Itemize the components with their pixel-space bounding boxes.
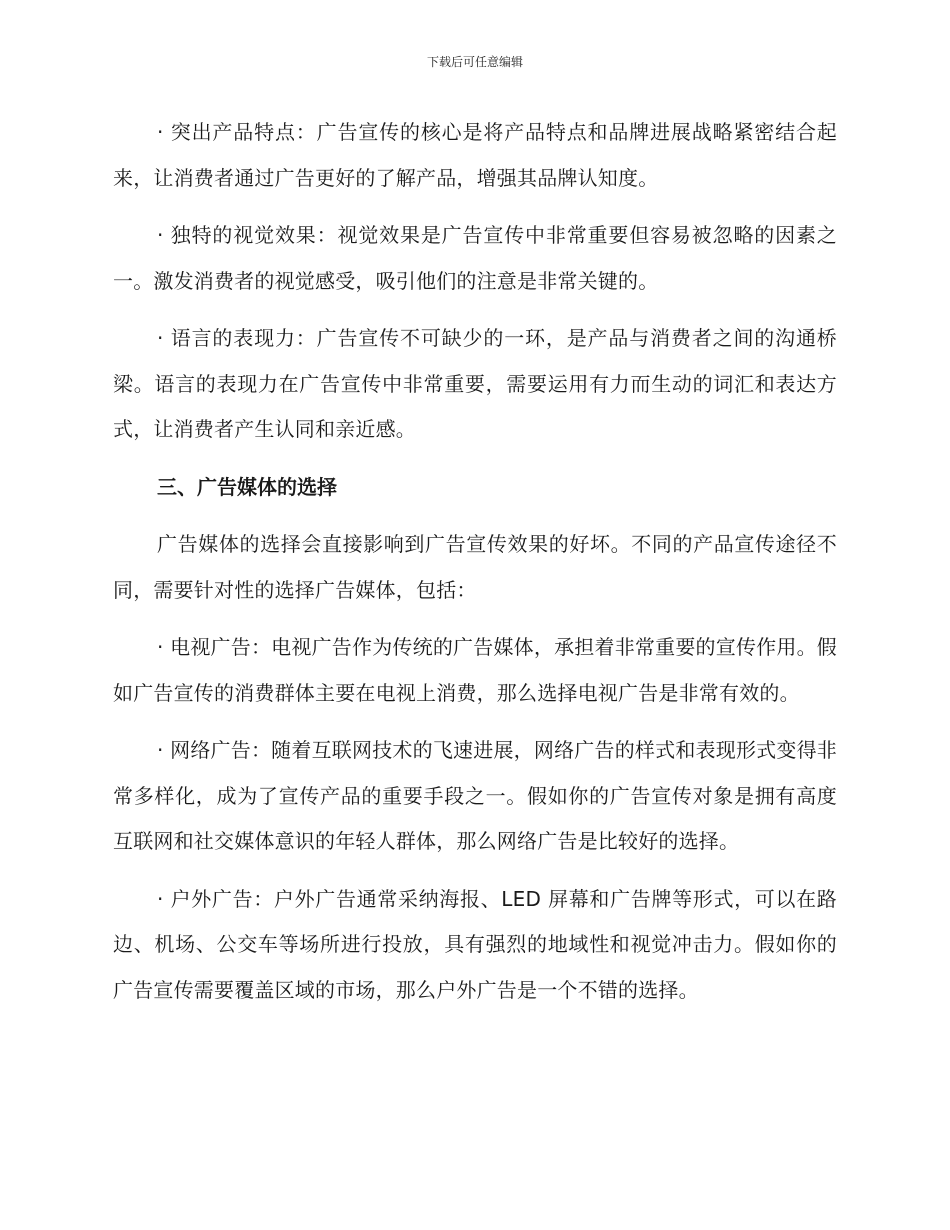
bullet-tv-ads: · 电视广告：电视广告作为传统的广告媒体，承担着非常重要的宣传作用。假如广告宣传的消费群体主要在电视上消费，那么选择电视广告是非常有效的。 xyxy=(113,635,837,705)
bullet-product-features: · 突出产品特点：广告宣传的核心是将产品特点和品牌进展战略紧密结合起来，让消费者通过广告更好的了解产品，增强其品牌认知度。 xyxy=(113,120,837,190)
bullet-outdoor-ads: · 户外广告：户外广告通常采纳海报、LED 屏幕和广告牌等形式，可以在路边、机场、公交车等场所进行投放，具有强烈的地域性和视觉冲击力。假如你的广告宣传需要覆盖区域的市场，那么户外广告是一个不错的选择。 xyxy=(113,886,837,1002)
intro-paragraph: 广告媒体的选择会直接影响到广告宣传效果的好坏。不同的产品宣传途径不同，需要针对性的选择广告媒体，包括： xyxy=(113,532,837,602)
bullet-visual-effect: · 独特的视觉效果：视觉效果是广告宣传中非常重要但容易被忽略的因素之一。激发消费者的视觉感受，吸引他们的注意是非常关键的。 xyxy=(113,223,837,293)
document-body xyxy=(113,110,837,1025)
section-heading: 三、广告媒体的选择 xyxy=(157,474,337,499)
bullet-online-ads: · 网络广告：随着互联网技术的飞速进展，网络广告的样式和表现形式变得非常多样化，成为了宣传产品的重要手段之一。假如你的广告宣传对象是拥有高度互联网和社交媒体意识的年轻人群体，那么网络广告是比较好的选择。 xyxy=(113,738,837,853)
bullet-language-expression: · 语言的表现力：广告宣传不可缺少的一环，是产品与消费者之间的沟通桥梁。语言的表现力在广告宣传中非常重要，需要运用有力而生动的词汇和表达方式，让消费者产生认同和亲近感。 xyxy=(113,326,837,441)
page-header: 下载后可任意编辑 xyxy=(426,55,523,69)
